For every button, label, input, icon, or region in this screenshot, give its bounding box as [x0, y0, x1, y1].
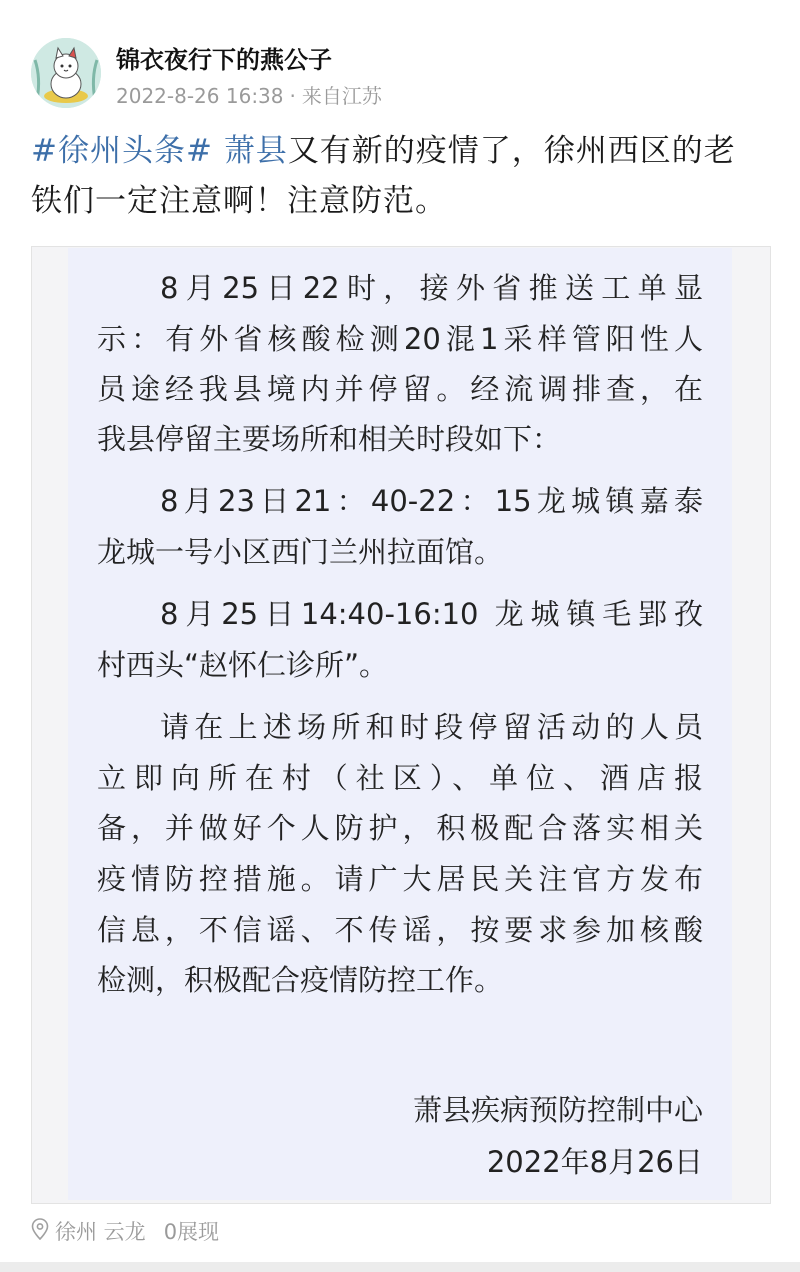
notice-line: 示：有外省核酸检测20混1采样管阳性人 — [97, 322, 703, 356]
post-header — [0, 0, 800, 120]
notice-line: 我县停留主要场所和相关时段如下： — [97, 422, 562, 456]
post-meta — [116, 80, 382, 109]
topic-link[interactable]: 萧县 — [223, 133, 288, 169]
notice-line: 村西头“赵怀仁诊所”。 — [97, 648, 389, 682]
notice-line: 疫情防控措施。请广大居民关注官方发布 — [97, 862, 703, 896]
view-count: 0展现 — [163, 1220, 220, 1244]
post-text-rest: 又有新的疫情了，徐州西区的老 — [287, 133, 736, 169]
notice-line: 员途经我县境内并停留。经流调排查，在 — [97, 372, 703, 406]
post-footer — [31, 1216, 219, 1252]
post-text-line-1 — [31, 126, 771, 176]
notice-line: 请在上述场所和时段停留活动的人员 — [160, 710, 703, 744]
notice-line: 8月23日21：40-22：15龙城镇嘉泰 — [160, 484, 703, 518]
notice-line: 8月25日22时，接外省推送工单显 — [160, 271, 703, 305]
notice-line: 8月25日14:40-16:10 龙城镇毛郢孜 — [160, 597, 703, 631]
separator-dot: · — [289, 84, 296, 108]
post-timestamp: 2022-8-26 16:38 — [116, 84, 284, 108]
username[interactable]: 锦衣夜行下的燕公子 — [116, 46, 332, 74]
notice-line: 检测，积极配合疫情防控工作。 — [97, 963, 504, 997]
notice-date: 2022年8月26日 — [486, 1145, 703, 1179]
hashtag-link[interactable]: #徐州头条# — [31, 133, 213, 169]
post-text — [31, 126, 771, 226]
post-source: 来自江苏 — [301, 84, 382, 108]
notice-line: 立即向所在村（社区）、单位、酒店报 — [97, 761, 703, 795]
avatar[interactable] — [31, 38, 101, 108]
bottom-divider — [0, 1262, 800, 1272]
notice-line: 龙城一号小区西门兰州拉面馆。 — [97, 535, 504, 569]
location-label[interactable]: 徐州 云龙 — [55, 1220, 146, 1244]
location-pin-icon — [31, 1218, 49, 1245]
cat-avatar-icon — [31, 38, 101, 108]
notice-line: 信息，不信谣、不传谣，按要求参加核酸 — [97, 913, 703, 947]
notice-line: 备，并做好个人防护，积极配合落实相关 — [97, 811, 703, 845]
post-text-line-2: 铁们一定注意啊！注意防范。 — [31, 183, 447, 219]
notice-signature: 萧县疾病预防控制中心 — [412, 1093, 703, 1127]
